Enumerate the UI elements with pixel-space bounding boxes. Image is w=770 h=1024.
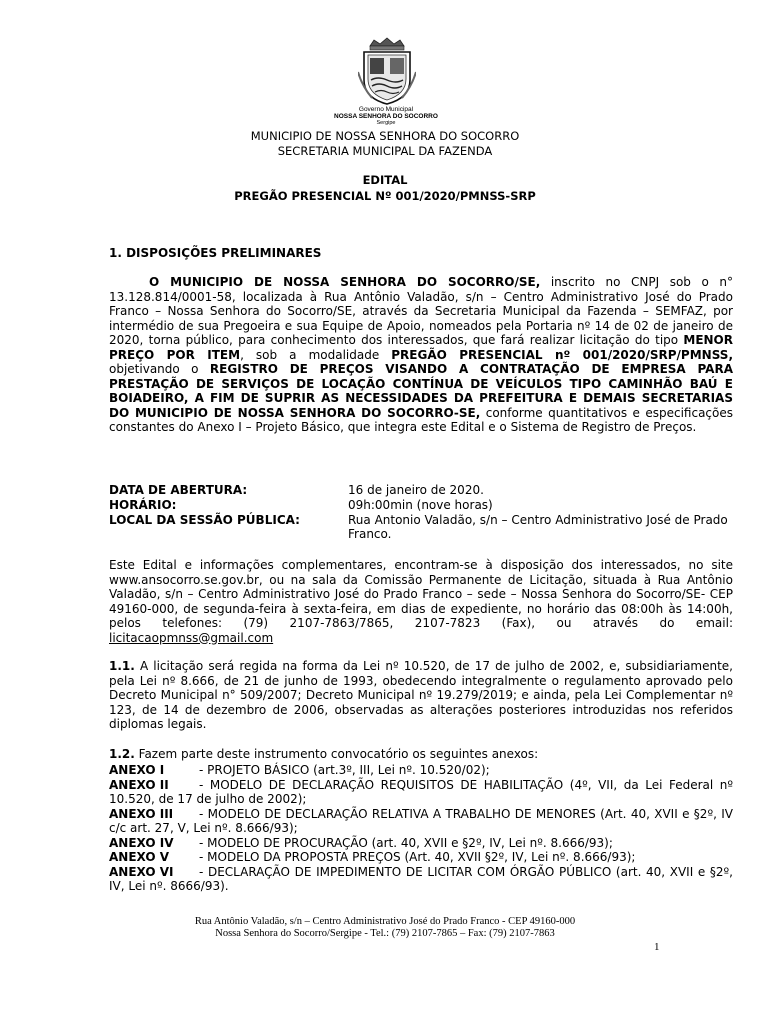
logo-line-1: Governo Municipal [358,106,414,113]
email-link[interactable]: licitacaopmnss@gmail.com [109,630,274,645]
opening-date-value: 16 de janeiro de 2020. [348,483,484,497]
annex-item: ANEXO V - MODELO DA PROPOSTA PREÇOS (Art. 40, XVII §2º, IV, Lei nº. 8.666/93); [109,850,636,864]
header-municipality: MUNICIPIO DE NOSSA SENHORA DO SOCORRO [250,129,520,143]
municipality-name: O MUNICIPIO DE NOSSA SENHORA DO SOCORRO/SE, [149,275,541,289]
item-1-1: 1.1. A licitação será regida na forma da Lei nº 10.520, de 17 de julho de 2002, e, subsidiariamente, pela Lei nº 8.666, de 21 de junho de 1993, obedecendo integralmente o regulamento aprovado pelo Decreto Municipal n° 509/2007; Decreto Municipal nº 19.279/2019; e ainda, pela Lei Complementar nº 123, de 14 de dezembro de 2006, observadas as alterações posteriores introduzidas nos referidos diplomas legais. [109,659,733,731]
item-1-2: 1.2. Fazem parte deste instrumento convocatório os seguintes anexos: [109,747,539,761]
document-title: EDITAL [362,173,408,187]
time-label: HORÁRIO: [109,498,177,512]
logo-line-3: Sergipe [376,120,396,127]
footer-address: Rua Antônio Valadão, s/n – Centro Administrativo José do Prado Franco - CEP 49160-000 [194,916,576,927]
annex-item: ANEXO VI - DECLARAÇÃO DE IMPEDIMENTO DE LICITAR COM ÓRGÃO PÚBLICO (art. 40, XVII e §2º, IV, Lei nº. 8666/93). [109,864,733,893]
annex-item: ANEXO III - MODELO DE DECLARAÇÃO RELATIVA A TRABALHO DE MENORES (Art. 40, XVII e §2º, IV c/c art. 27, V, Lei nº. 8.666/93); [109,806,733,835]
page-number: 1 [654,941,660,953]
section-heading: 1. DISPOSIÇÕES PRELIMINARES [109,246,322,260]
municipal-logo [334,36,438,132]
annex-item: ANEXO I - PROJETO BÁSICO (art.3º, III, Lei nº. 10.520/02); [109,763,490,777]
opening-date-label: DATA DE ABERTURA: [109,483,248,497]
location-value: Rua Antonio Valadão, s/n – Centro Administrativo José de Prado Franco. [348,513,728,541]
header-secretariat: SECRETARIA MUNICIPAL DA FAZENDA [277,144,493,158]
footer-contact: Nossa Senhora do Socorro/Sergipe - Tel.: (79) 2107-7865 – Fax: (79) 2107-7863 [215,928,555,939]
annex-list [109,763,733,894]
logo-line-2: NOSSA SENHORA DO SOCORRO [334,113,438,121]
edital-info-paragraph: Este Edital e informações complementares, encontram-se à disposição dos interessados, no site www.ansocorro.se.gov.br, ou na sala da Comissão Permanente de Licitação, situada à Rua Antônio Valadão, s/n – Centro Administrativo José do Prado Franco – sede – Nossa Senhora do Socorro/SE- CEP 49160-000, de segunda-feira à sexta-feira, em dias de expediente, no horário das 08:00h às 14:00h, pelos telefones: (79) 2107-7863/7865, 2107-7823 (Fax), ou através do email: licitacaopmnss@gmail.com [109,558,733,645]
location-label: LOCAL DA SESSÃO PÚBLICA: [109,513,300,527]
coat-of-arms-icon [358,36,416,108]
preliminary-paragraph: O MUNICIPIO DE NOSSA SENHORA DO SOCORRO/SE, inscrito no CNPJ sob o n° 13.128.814/0001-58, localizada à Rua Antônio Valadão, s/n – Centro Administrativo José do Prado Franco – Nossa Senhora do Socorro/SE, através da Secretaria Municipal da Fazenda – SEMFAZ, por intermédio de sua Pregoeira e sua Equipe de Apoio, nomeados pela Portaria nº 14 de 02 de janeiro de 2020, torna público, para conhecimento dos interessados, que fará realizar licitação do tipo MENOR PREÇO POR ITEM, sob a modalidade PREGÃO PRESENCIAL nº 001/2020/SRP/PMNSS, objetivando o REGISTRO DE PREÇOS VISANDO A CONTRATAÇÃO DE EMPRESA PARA PRESTAÇÃO DE SERVIÇOS DE LOCAÇÃO CONTÍNUA DE VEÍCULOS TIPO CAMINHÃO BAÚ E BOIADEIRO, A FIM DE SUPRIR AS NECESSIDADES DA PREFEITURA E DEMAIS SECRETARIAS DO MUNICIPIO DE NOSSA SENHORA DO SOCORRO-SE, conforme quantitativos e especificações constantes do Anexo I – Projeto Básico, que integra este Edital e o Sistema de Registro de Preços. [109,275,734,434]
time-value: 09h:00min (nove horas) [348,498,493,512]
annex-item: ANEXO II - MODELO DE DECLARAÇÃO REQUISITOS DE HABILITAÇÃO (4º, VII, da Lei Federal nº 10.520, de 17 de julho de 2002); [109,777,733,806]
annex-item: ANEXO IV - MODELO DE PROCURAÇÃO (art. 40, XVII e §2º, IV, Lei nº. 8.666/93); [109,835,613,850]
document-subtitle: PREGÃO PRESENCIAL Nº 001/2020/PMNSS-SRP [234,189,536,203]
